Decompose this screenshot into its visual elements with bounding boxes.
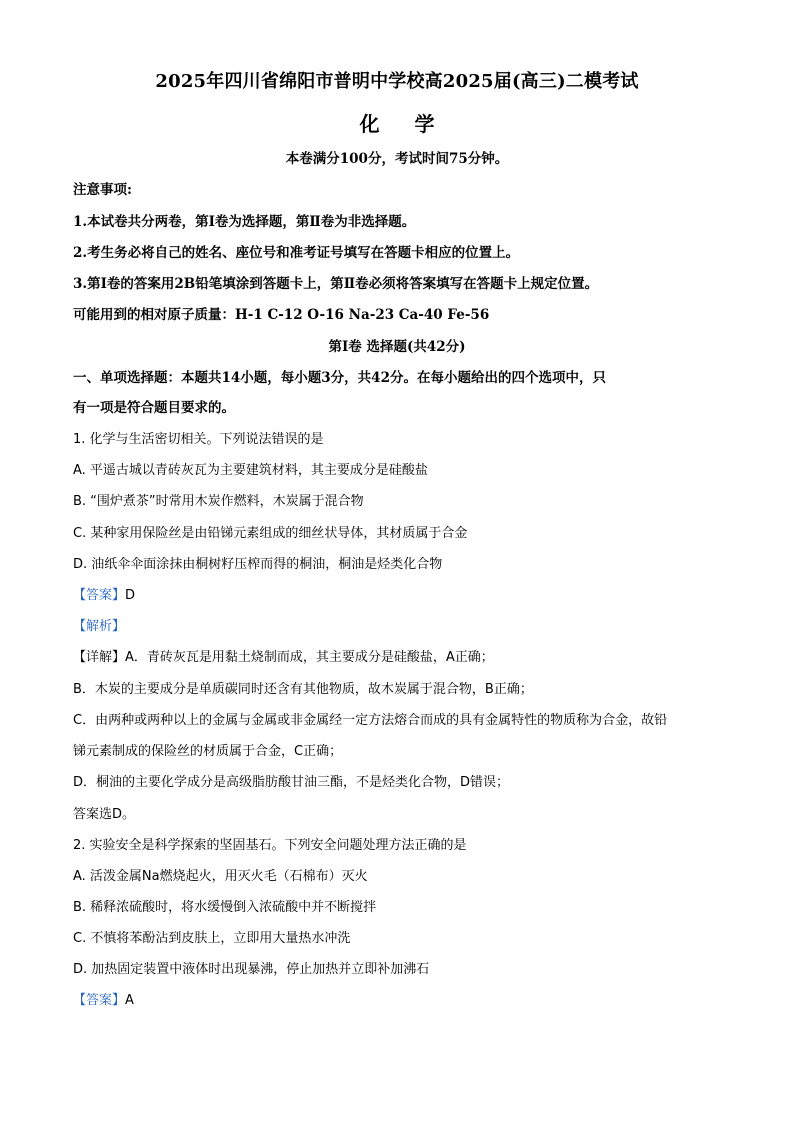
conclusion: 答案选D。	[73, 807, 136, 822]
answer-value: D	[125, 588, 136, 603]
part-title: 第Ⅰ卷 选择题(共42分)	[328, 339, 466, 355]
detail-line: 锑元素制成的保险丝的材质属于合金，C正确；	[73, 744, 343, 759]
subject-title: 化 学	[359, 112, 449, 136]
option-b: B. “围炉煮茶”时常用木炭作燃料，木炭属于混合物	[73, 494, 364, 509]
atomic-masses: 可能用到的相对原子质量：H-1 C-12 O-16 Na-23 Ca-40 Fe-56	[73, 307, 490, 323]
detail-line	[73, 648, 494, 668]
answer-value: A	[125, 993, 134, 1008]
option-a: A. 活泼金属Na燃烧起火，用灭火毛（石棉布）灭火	[73, 869, 368, 884]
exam-info: 本卷满分100分，考试时间75分钟。	[285, 151, 509, 167]
detail-line: B．木炭的主要成分是单质碳同时还含有其他物质，故木炭属于混合物，B正确；	[73, 682, 533, 697]
analysis-tag: 【解析】	[73, 619, 126, 634]
option-d: D. 加热固定装置中液体时出现暴沸，停止加热并立即补加沸石	[73, 962, 430, 977]
detail-line: C．由两种或两种以上的金属与金属或非金属经一定方法熔合而成的具有金属特性的物质称为合金，故铅	[73, 713, 668, 728]
section-instructions: 一、单项选择题：本题共14小题，每小题3分，共42分。在每小题给出的四个选项中，只	[73, 370, 606, 386]
note-item: 1.本试卷共分两卷，第Ⅰ卷为选择题，第Ⅱ卷为非选择题。	[73, 214, 416, 230]
option-d: D. 油纸伞伞面涂抹由桐树籽压榨而得的桐油，桐油是烃类化合物	[73, 557, 443, 572]
question-stem: 1. 化学与生活密切相关。下列说法错误的是	[73, 432, 324, 447]
answer-line	[73, 586, 135, 606]
notes-heading: 注意事项:	[73, 182, 132, 198]
answer-tag: 【答案】	[73, 588, 126, 603]
detail-line: D．桐油的主要化学成分是高级脂肪酸甘油三酯，不是烃类化合物，D错误；	[73, 775, 510, 790]
note-item: 3.第Ⅰ卷的答案用2B铅笔填涂到答题卡上，第Ⅱ卷必须将答案填写在答题卡上规定位置。	[73, 276, 599, 292]
option-a: A. 平遥古城以青砖灰瓦为主要建筑材料，其主要成分是硅酸盐	[73, 463, 428, 478]
answer-tag: 【答案】	[73, 993, 126, 1008]
section-instructions-continued: 有一项是符合题目要求的。	[73, 400, 235, 416]
option-c: C. 某种家用保险丝是由铅锑元素组成的细丝状导体，其材质属于合金	[73, 526, 468, 541]
question-stem: 2. 实验安全是科学探索的坚固基石。下列安全问题处理方法正确的是	[73, 838, 467, 853]
detail-text: A．青砖灰瓦是用黏土烧制而成，其主要成分是硅酸盐，A正确；	[125, 650, 494, 665]
detail-tag: 【详解】	[73, 650, 126, 665]
answer-line	[73, 991, 134, 1011]
option-b: B. 稀释浓硫酸时，将水缓慢倒入浓硫酸中并不断搅拌	[73, 900, 377, 915]
exam-title: 2025年四川省绵阳市普明中学校高2025届(高三)二模考试	[155, 71, 639, 92]
note-item: 2.考生务必将自己的姓名、座位号和准考证号填写在答题卡相应的位置上。	[73, 245, 520, 261]
option-c: C. 不慎将苯酚沾到皮肤上，立即用大量热水冲洗	[73, 931, 351, 946]
